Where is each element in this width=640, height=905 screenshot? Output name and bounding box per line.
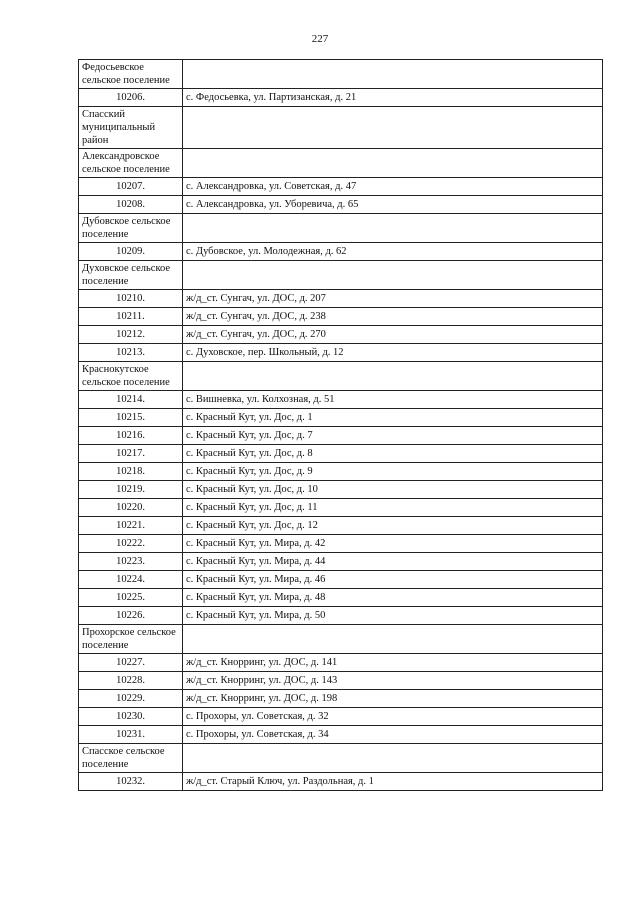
- entry-number: 10222.: [79, 535, 183, 553]
- table-row: [79, 427, 603, 445]
- entry-address: с. Красный Кут, ул. Дос, д. 8: [183, 445, 603, 463]
- table-row: [79, 535, 603, 553]
- empty-address-cell: [183, 60, 603, 89]
- entry-number: 10219.: [79, 481, 183, 499]
- entry-address: с. Александровка, ул. Уборевича, д. 65: [183, 196, 603, 214]
- settlement-name: Спасское сельское поселение: [79, 744, 183, 773]
- table-row: [79, 243, 603, 261]
- table-row: [79, 773, 603, 791]
- entry-number: 10208.: [79, 196, 183, 214]
- entry-number: 10230.: [79, 708, 183, 726]
- entry-address: ж/д_ст. Сунгач, ул. ДОС, д. 207: [183, 290, 603, 308]
- entry-number: 10212.: [79, 326, 183, 344]
- table-row: [79, 708, 603, 726]
- settlement-header-row: [79, 60, 603, 89]
- entry-number: 10221.: [79, 517, 183, 535]
- entry-address: с. Красный Кут, ул. Дос, д. 1: [183, 409, 603, 427]
- settlement-header-row: [79, 149, 603, 178]
- entry-number: 10227.: [79, 654, 183, 672]
- table-row: [79, 589, 603, 607]
- entry-number: 10214.: [79, 391, 183, 409]
- entry-number: 10232.: [79, 773, 183, 791]
- empty-address-cell: [183, 625, 603, 654]
- settlement-header-row: [79, 214, 603, 243]
- table-row: [79, 409, 603, 427]
- entry-address: ж/д_ст. Кнорринг, ул. ДОС, д. 141: [183, 654, 603, 672]
- settlement-name: Спасский муниципальный район: [79, 107, 183, 149]
- empty-address-cell: [183, 214, 603, 243]
- entry-number: 10216.: [79, 427, 183, 445]
- entry-address: с. Прохоры, ул. Советская, д. 34: [183, 726, 603, 744]
- entry-address: с. Красный Кут, ул. Мира, д. 44: [183, 553, 603, 571]
- entry-address: ж/д_ст. Старый Ключ, ул. Раздольная, д. 1: [183, 773, 603, 791]
- table-row: [79, 481, 603, 499]
- entry-number: 10211.: [79, 308, 183, 326]
- entry-address: с. Прохоры, ул. Советская, д. 32: [183, 708, 603, 726]
- entry-address: ж/д_ст. Сунгач, ул. ДОС, д. 270: [183, 326, 603, 344]
- settlement-header-row: [79, 261, 603, 290]
- empty-address-cell: [183, 261, 603, 290]
- settlement-name: Краснокутское сельское поселение: [79, 362, 183, 391]
- table-row: [79, 726, 603, 744]
- settlement-name: Прохорское сельское поселение: [79, 625, 183, 654]
- settlement-name: Александровское сельское поселение: [79, 149, 183, 178]
- settlement-name: Федосьевское сельское поселение: [79, 60, 183, 89]
- table-row: [79, 178, 603, 196]
- entry-number: 10217.: [79, 445, 183, 463]
- entry-address: с. Александровка, ул. Советская, д. 47: [183, 178, 603, 196]
- entry-number: 10226.: [79, 607, 183, 625]
- entry-address: с. Красный Кут, ул. Дос, д. 12: [183, 517, 603, 535]
- table-row: [79, 463, 603, 481]
- entry-address: с. Красный Кут, ул. Мира, д. 42: [183, 535, 603, 553]
- table-row: [79, 553, 603, 571]
- table-row: [79, 654, 603, 672]
- table-row: [79, 308, 603, 326]
- entry-number: 10229.: [79, 690, 183, 708]
- entry-number: 10210.: [79, 290, 183, 308]
- empty-address-cell: [183, 744, 603, 773]
- entry-address: с. Красный Кут, ул. Мира, д. 50: [183, 607, 603, 625]
- settlement-header-row: [79, 625, 603, 654]
- settlement-header-row: [79, 362, 603, 391]
- table-row: [79, 344, 603, 362]
- page-number: 227: [311, 33, 329, 45]
- entry-address: с. Красный Кут, ул. Мира, д. 48: [183, 589, 603, 607]
- entry-address: ж/д_ст. Кнорринг, ул. ДОС, д. 198: [183, 690, 603, 708]
- entry-number: 10225.: [79, 589, 183, 607]
- table-row: [79, 499, 603, 517]
- entry-address: с. Красный Кут, ул. Дос, д. 11: [183, 499, 603, 517]
- table-row: [79, 445, 603, 463]
- table-row: [79, 391, 603, 409]
- entry-address: с. Федосьевка, ул. Партизанская, д. 21: [183, 89, 603, 107]
- settlement-name: Дубовское сельское поселение: [79, 214, 183, 243]
- empty-address-cell: [183, 362, 603, 391]
- entry-address: ж/д_ст. Кнорринг, ул. ДОС, д. 143: [183, 672, 603, 690]
- entry-number: 10207.: [79, 178, 183, 196]
- entry-number: 10206.: [79, 89, 183, 107]
- empty-address-cell: [183, 149, 603, 178]
- entry-number: 10220.: [79, 499, 183, 517]
- settlement-header-row: [79, 107, 603, 149]
- address-registry-table: [78, 59, 603, 791]
- table-row: [79, 196, 603, 214]
- table-row: [79, 89, 603, 107]
- entry-address: с. Красный Кут, ул. Дос, д. 9: [183, 463, 603, 481]
- entry-number: 10218.: [79, 463, 183, 481]
- entry-address: с. Духовское, пер. Школьный, д. 12: [183, 344, 603, 362]
- entry-address: с. Красный Кут, ул. Дос, д. 7: [183, 427, 603, 445]
- entry-number: 10228.: [79, 672, 183, 690]
- table-row: [79, 690, 603, 708]
- entry-address: с. Красный Кут, ул. Мира, д. 46: [183, 571, 603, 589]
- table-row: [79, 517, 603, 535]
- entry-address: ж/д_ст. Сунгач, ул. ДОС, д. 238: [183, 308, 603, 326]
- table-row: [79, 571, 603, 589]
- entry-address: с. Дубовское, ул. Молодежная, д. 62: [183, 243, 603, 261]
- entry-number: 10213.: [79, 344, 183, 362]
- entry-number: 10223.: [79, 553, 183, 571]
- entry-address: с. Вишневка, ул. Колхозная, д. 51: [183, 391, 603, 409]
- entry-number: 10209.: [79, 243, 183, 261]
- table-row: [79, 672, 603, 690]
- settlement-name: Духовское сельское поселение: [79, 261, 183, 290]
- settlement-header-row: [79, 744, 603, 773]
- entry-address: с. Красный Кут, ул. Дос, д. 10: [183, 481, 603, 499]
- entry-number: 10215.: [79, 409, 183, 427]
- table-row: [79, 326, 603, 344]
- table-row: [79, 290, 603, 308]
- table-row: [79, 607, 603, 625]
- entry-number: 10231.: [79, 726, 183, 744]
- registry-body: [79, 60, 603, 791]
- entry-number: 10224.: [79, 571, 183, 589]
- empty-address-cell: [183, 107, 603, 149]
